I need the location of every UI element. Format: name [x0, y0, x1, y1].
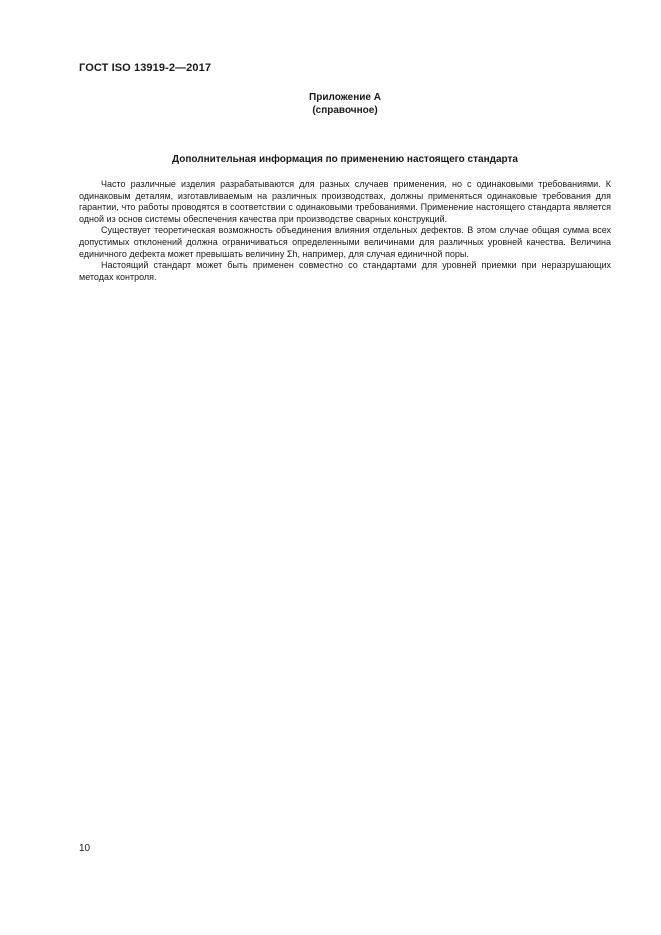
annex-label: Приложение А — [309, 92, 381, 103]
annex-body — [79, 179, 611, 283]
page-number: 10 — [79, 843, 91, 854]
document-code: ГОСТ ISO 13919-2—2017 — [79, 62, 212, 74]
annex-status: (справочное) — [312, 105, 378, 116]
annex-title: Дополнительная информация по применению настоящего стандарта — [172, 154, 518, 165]
annex-heading — [79, 92, 611, 117]
paragraph-3: Настоящий стандарт может быть применен совместно со стандартами для уровней приемки при неразрушающих методах контроля. — [79, 260, 611, 282]
paragraph-1: Часто различные изделия разрабатываются для разных случаев применения, но с одинаковыми требованиями. К одинаковым деталям, изготавливаемым на различных производствах, должны применяться одинаковые требования для гарантии, что работы проводятся в соответствии с одинаковыми требованиями. Применение настоящего стандарта является одной из основ системы обеспечения качества при производстве сварных конструкций. — [79, 179, 611, 224]
paragraph-2: Существует теоретическая возможность объединения влияния отдельных дефектов. В этом случае общая сумма всех допустимых отклонений должна ограничиваться определенными величинами для различных уровней качества. Величина единичного дефекта может превышать величину Σh, например, для случая единичной поры. — [79, 225, 611, 259]
